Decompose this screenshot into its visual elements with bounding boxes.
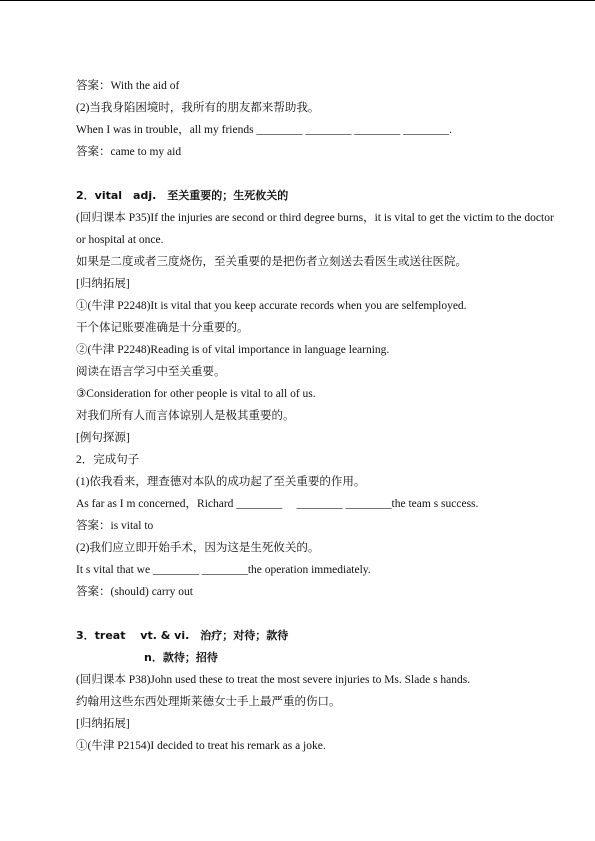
translation-line: 如果是二度或者三度烧伤，至关重要的是把伤者立刻送去看医生或送往医院。	[76, 256, 467, 268]
section-heading-treat: 3．treat vt. & vi. 治疗；对待；款待	[76, 629, 289, 642]
section-heading-vital: 2．vital adj. 至关重要的；生死攸关的	[76, 189, 289, 202]
translation-line: 约翰用这些东西处理斯莱德女士手上最严重的伤口。	[76, 696, 341, 708]
answer-line: 答案：is vital to	[76, 520, 154, 532]
fill-in-sentence: When I was in trouble，all my friends ________ ________ ________ ________.	[76, 124, 452, 136]
example-sentence: ①(牛津 P2154)I decided to treat his remark as a joke.	[76, 740, 326, 752]
subsection-label: [归纳拓展]	[76, 718, 130, 730]
example-sentence: ①(牛津 P2248)It is vital that you keep accurate records when you are selfemployed.	[76, 300, 467, 312]
section-heading-treat-noun: n．款待；招待	[144, 651, 218, 664]
translation-line: 干个体记账要准确是十分重要的。	[76, 322, 249, 334]
top-rule	[0, 0, 595, 1]
exercise-prompt: (2)我们应立即开始手术，因为这是生死攸关的。	[76, 542, 320, 554]
subsection-label: [例句探源]	[76, 432, 130, 444]
exercise-title: 2．完成句子	[76, 454, 140, 466]
example-sentence: ③Consideration for other people is vital to all of us.	[76, 388, 316, 400]
example-sentence: ②(牛津 P2248)Reading is of vital importance in language learning.	[76, 344, 390, 356]
answer-line: 答案：(should) carry out	[76, 586, 193, 598]
translation-line: 对我们所有人而言体谅别人是极其重要的。	[76, 410, 295, 422]
exercise-prompt: (2)当我身陷困境时，我所有的朋友都来帮助我。	[76, 102, 320, 114]
fill-in-sentence: As far as I m concerned，Richard ________ ________ ________the team s success.	[76, 498, 479, 510]
answer-line: 答案：With the aid of	[76, 80, 180, 92]
spacer	[76, 163, 556, 185]
fill-in-sentence: It s vital that we ________ ________the operation immediately.	[76, 564, 371, 576]
subsection-label: [归纳拓展]	[76, 278, 130, 290]
textbook-example: (回归课本 P35)If the injuries are second or third degree burns，it is vital to get the victim to the doctor or hospital at once.	[76, 212, 554, 246]
textbook-example: (回归课本 P38)John used these to treat the most severe injuries to Ms. Slade s hands.	[76, 674, 471, 686]
spacer	[76, 603, 556, 625]
answer-line: 答案：came to my aid	[76, 146, 182, 158]
document-body	[76, 75, 556, 757]
exercise-prompt: (1)依我看来，理查德对本队的成功起了至关重要的作用。	[76, 476, 366, 488]
translation-line: 阅读在语言学习中至关重要。	[76, 366, 226, 378]
